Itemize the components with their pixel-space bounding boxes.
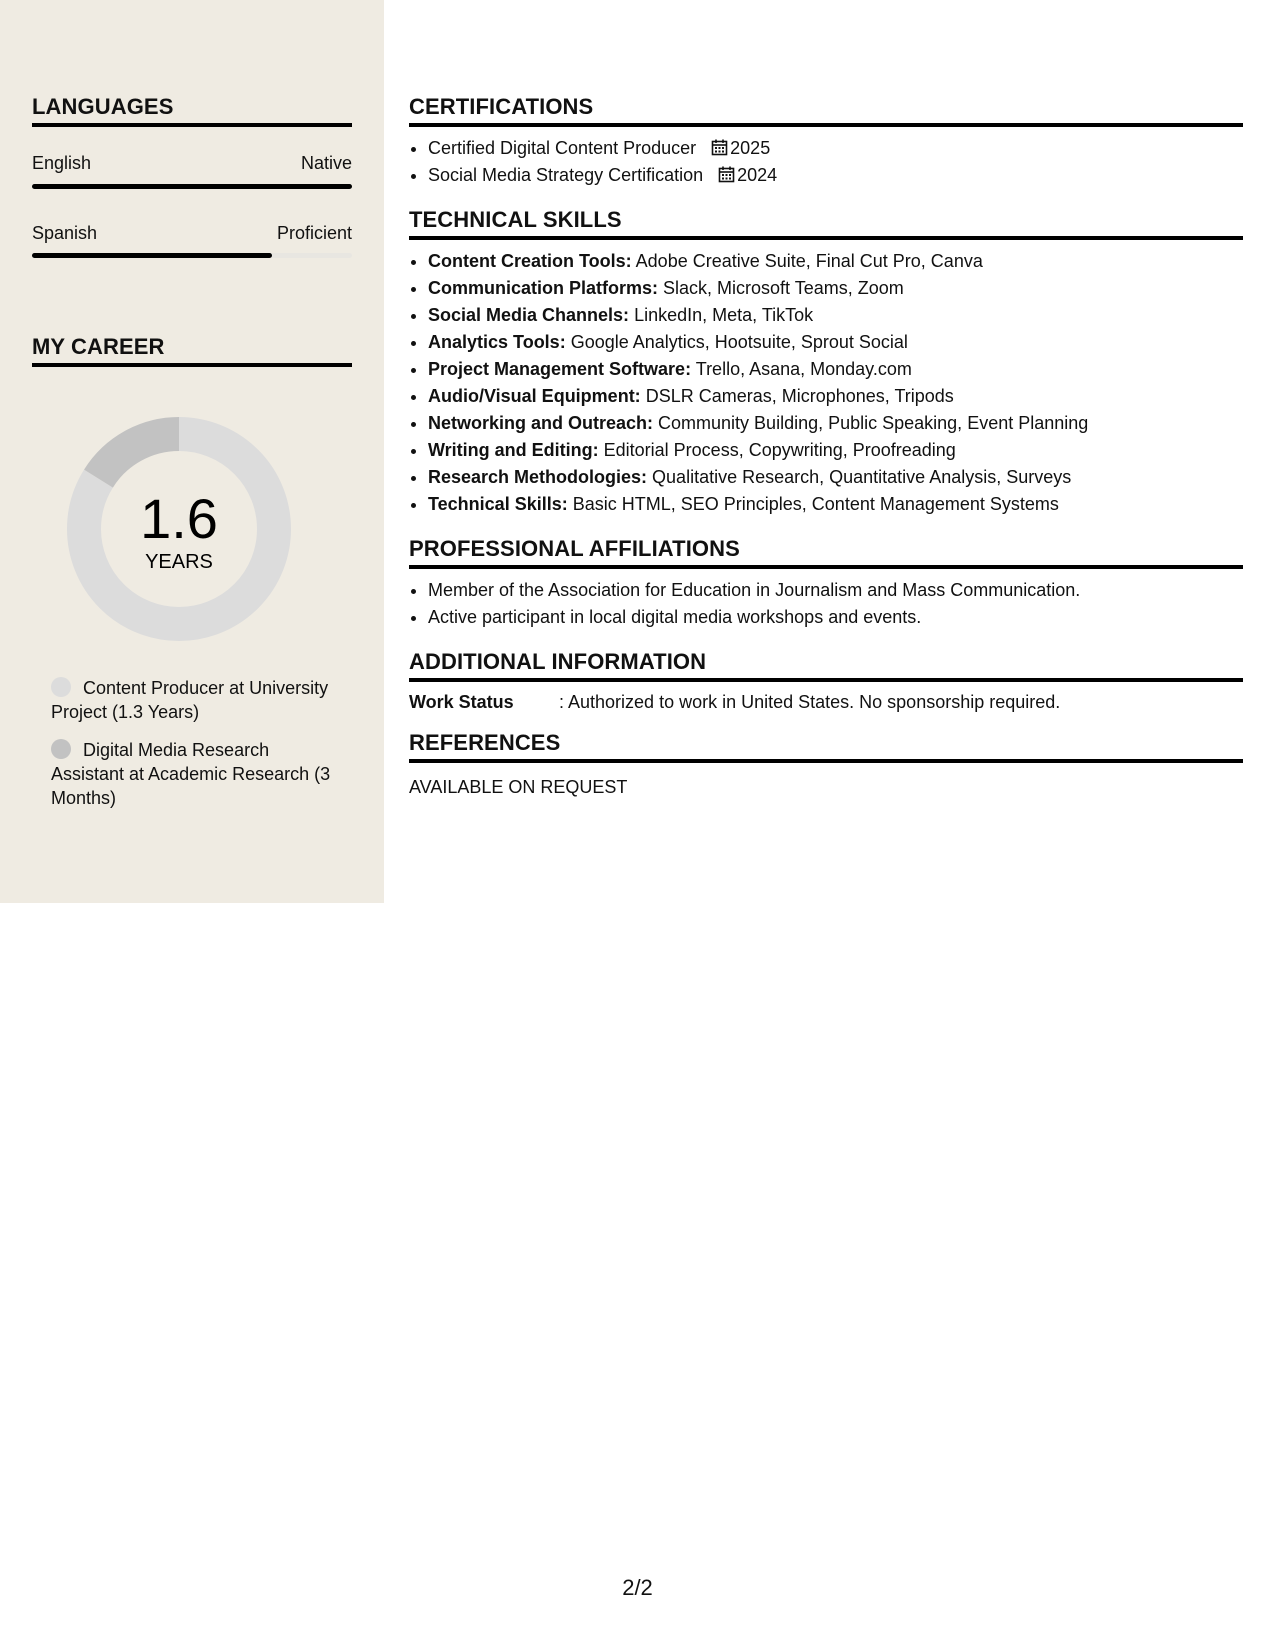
language-name: Spanish xyxy=(32,223,98,243)
list-item: • Active participant in local digital media workshops and events. xyxy=(428,604,1243,631)
skill-label: Audio/Visual Equipment: xyxy=(428,386,641,406)
affiliations-list xyxy=(409,577,1243,631)
additional-info-heading: ADDITIONAL INFORMATION xyxy=(409,649,707,674)
skill-label: Analytics Tools: xyxy=(428,332,566,352)
list-item: • Member of the Association for Education in Journalism and Mass Communication. xyxy=(428,577,1243,604)
certifications-rule xyxy=(409,123,1243,127)
certifications-list xyxy=(409,135,1243,189)
skill-label: Networking and Outreach: xyxy=(428,413,654,433)
list-item xyxy=(428,437,1243,464)
skill-label: Communication Platforms: xyxy=(428,278,659,298)
references-text: AVAILABLE ON REQUEST xyxy=(409,777,628,797)
work-status-value: : Authorized to work in United States. No sponsorship required. xyxy=(559,692,1061,712)
additional-info-section xyxy=(409,649,1243,714)
references-rule xyxy=(409,759,1243,763)
references-heading: REFERENCES xyxy=(409,730,561,755)
career-legend-label: Digital Media Research Assistant at Academic Research (3 Months) xyxy=(51,740,331,808)
calendar-icon xyxy=(711,139,728,156)
list-item xyxy=(428,248,1243,275)
main-content xyxy=(409,94,1243,799)
skill-label: Technical Skills: xyxy=(428,494,568,514)
skill-value: Community Building, Public Speaking, Event Planning xyxy=(653,413,1089,433)
language-bar-english xyxy=(32,184,352,189)
skill-value: Editorial Process, Copywriting, Proofreading xyxy=(598,440,956,460)
career-section xyxy=(32,334,352,367)
language-bar-spanish xyxy=(32,253,352,258)
certifications-section xyxy=(409,94,1243,189)
affiliations-heading: PROFESSIONAL AFFILIATIONS xyxy=(409,536,740,561)
skill-label: Content Creation Tools: xyxy=(428,251,632,271)
skill-value: DSLR Cameras, Microphones, Tripods xyxy=(640,386,954,406)
languages-section xyxy=(32,94,352,127)
skill-label: Research Methodologies: xyxy=(428,467,648,487)
languages-rule xyxy=(32,123,352,127)
affiliations-section xyxy=(409,536,1243,631)
work-status-row xyxy=(409,690,1243,714)
technical-skills-heading: TECHNICAL SKILLS xyxy=(409,207,622,232)
technical-skills-section xyxy=(409,207,1243,518)
skill-value: Adobe Creative Suite, Final Cut Pro, Canva xyxy=(631,251,983,271)
page-number: 2/2 xyxy=(622,1575,653,1600)
skill-value: Qualitative Research, Quantitative Analysis, Surveys xyxy=(647,467,1072,487)
calendar-icon xyxy=(718,166,735,183)
technical-skills-list xyxy=(409,248,1243,518)
career-legend-item xyxy=(51,676,341,724)
skill-value: LinkedIn, Meta, TikTok xyxy=(629,305,814,325)
references-section xyxy=(409,730,1243,799)
certification-year: 2025 xyxy=(730,138,771,158)
certification-name: Certified Digital Content Producer xyxy=(428,138,697,158)
career-legend-item xyxy=(51,738,341,810)
language-level: Proficient xyxy=(276,223,352,243)
career-legend-label: Content Producer at University Project (1.3 Years) xyxy=(51,678,329,722)
legend-dot-icon xyxy=(51,739,71,759)
affiliations-rule xyxy=(409,565,1243,569)
language-row-spanish xyxy=(32,222,352,244)
certification-name: Social Media Strategy Certification xyxy=(428,165,704,185)
career-years-unit: YEARS xyxy=(145,551,213,573)
skill-value: Google Analytics, Hootsuite, Sprout Social xyxy=(565,332,908,352)
language-name: English xyxy=(32,153,92,173)
list-item xyxy=(428,135,1243,162)
list-item xyxy=(428,329,1243,356)
languages-heading: LANGUAGES xyxy=(32,94,174,119)
skill-label: Social Media Channels: xyxy=(428,305,630,325)
list-item xyxy=(428,356,1243,383)
certification-year: 2024 xyxy=(737,165,778,185)
list-item xyxy=(428,275,1243,302)
language-level: Native xyxy=(300,153,352,173)
list-item xyxy=(428,302,1243,329)
certifications-heading: CERTIFICATIONS xyxy=(409,94,594,119)
list-item xyxy=(428,410,1243,437)
career-total-years: 1.6 xyxy=(140,487,218,550)
work-status-label: Work Status xyxy=(409,692,514,712)
skill-label: Project Management Software: xyxy=(428,359,692,379)
list-item xyxy=(428,464,1243,491)
language-bar-fill xyxy=(32,184,352,189)
language-row-english xyxy=(32,152,352,174)
additional-info-rule xyxy=(409,678,1243,682)
career-heading: MY CAREER xyxy=(32,334,165,359)
legend-dot-icon xyxy=(51,677,71,697)
list-item xyxy=(428,491,1243,518)
skill-value: Trello, Asana, Monday.com xyxy=(691,359,912,379)
career-rule xyxy=(32,363,352,367)
skill-value: Basic HTML, SEO Principles, Content Management Systems xyxy=(567,494,1059,514)
sidebar xyxy=(0,0,384,903)
skill-value: Slack, Microsoft Teams, Zoom xyxy=(658,278,904,298)
technical-skills-rule xyxy=(409,236,1243,240)
list-item xyxy=(428,162,1243,189)
list-item xyxy=(428,383,1243,410)
language-bar-fill xyxy=(32,253,272,258)
skill-label: Writing and Editing: xyxy=(428,440,599,460)
